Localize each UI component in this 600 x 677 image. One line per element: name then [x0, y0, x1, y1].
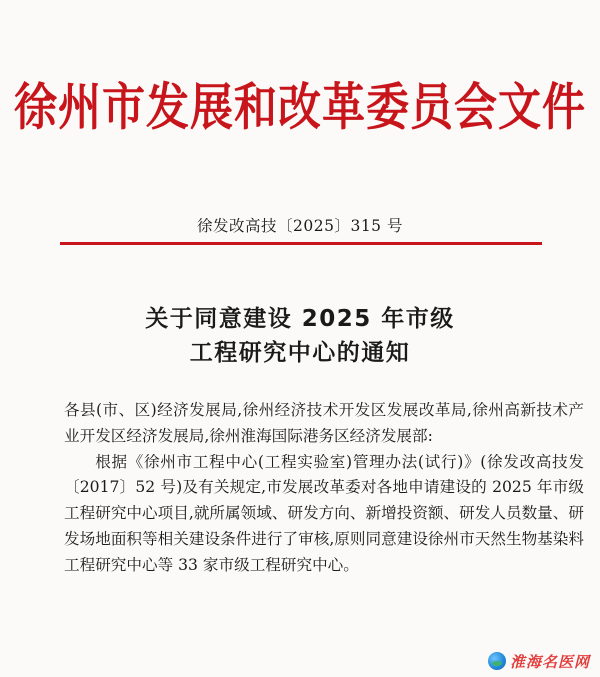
document-body — [64, 398, 584, 579]
document-title-line-2: 工程研究中心的通知 — [189, 340, 411, 366]
document-number: 徐发改高技〔2025〕315 号 — [197, 217, 403, 235]
body-paragraph-1: 根据《徐州市工程中心(工程实验室)管理办法(试行)》(徐发改高技发〔2017〕52 号)及有关规定,市发展改革委对各地申请建设的 2025 年市级工程研究中心项目,就所属领域、研发方向、新增投资额、研发人员数量、研发场地面积等相关建设条件进行了审核,原则同意建设徐州市天然生物基染料工程研究中心等 33 家市级工程研究中心。 — [64, 452, 584, 574]
red-divider-line — [60, 242, 542, 245]
document-title-line-1: 关于同意建设 2025 年市级 — [145, 306, 455, 332]
recipients-paragraph: 各县(市、区)经济发展局,徐州经济技术开发区发展改革局,徐州高新技术产业开发区经济发展局,徐州淮海国际港务区经济发展部: — [64, 401, 584, 445]
document-masthead: 徐州市发展和改革委员会文件 — [14, 78, 586, 138]
watermark-text: 淮海名医网 — [510, 652, 591, 671]
globe-icon — [488, 652, 506, 670]
watermark-logo — [488, 650, 590, 672]
